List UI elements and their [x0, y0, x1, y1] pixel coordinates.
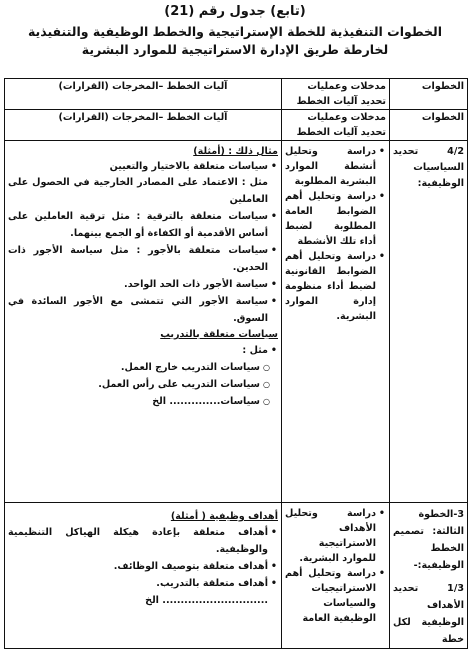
- list-item: • سياسات متعلقة بالاختيار والتعيين: [8, 159, 268, 174]
- table-title-line-2: لخارطة طريق الإدارة الاستراتيجية للموارد البشرية: [81, 42, 389, 57]
- inputs-list: [285, 506, 386, 626]
- step-cell: [390, 503, 468, 649]
- outputs-cell: [5, 503, 282, 649]
- list-item: ○ سياسات التدريب على رأس العمل.: [8, 376, 260, 393]
- list-item: • دراسة وتحليل أهم الاستراتيجيات والسياسات الوظيفية العامة: [285, 566, 376, 626]
- inputs-cell: [282, 503, 390, 649]
- training-list: [8, 342, 278, 359]
- goals-list: [8, 524, 278, 609]
- header-inputs: مدخلات وعمليات تحديد آليات الخطط: [282, 110, 390, 141]
- header-steps: الخطوات: [390, 79, 468, 110]
- list-item: • دراسة وتحليل أنشطة الموارد البشرية المطلوبة: [285, 144, 376, 189]
- strategy-table: [4, 78, 468, 649]
- step-cell: [390, 141, 468, 503]
- header-outputs: آليات الخطط –المخرجات (القرارات): [5, 79, 282, 110]
- list-item-detail: مثل : الاعتماد على المصادر الخارجية في الحصول على العاملين: [8, 177, 268, 205]
- list-item: • دراسة وتحليل أهم الضوابط القانونية لضبط أداء منظومة إدارة الموارد البشرية.: [285, 249, 376, 324]
- step-text: 4/2 تحديد السياسيات الوظيفية:: [393, 146, 464, 189]
- table-title-line-1: الخطوات التنفيذية للخطة الإستراتيجية والخطط الوظيفية والتنفيذية: [27, 24, 443, 39]
- header-steps: الخطوات: [390, 110, 468, 141]
- outputs-cell: [5, 141, 282, 503]
- header-inputs: مدخلات وعمليات تحديد آليات الخطط: [282, 79, 390, 110]
- list-item: • سياسة الأجور التي تتمشى مع الأجور السائدة في السوق.: [8, 293, 268, 327]
- table-header-row-1: [5, 79, 468, 110]
- inputs-cell: [282, 141, 390, 503]
- goals-title: أهداف وظيفية ( أمثلة): [170, 511, 278, 522]
- list-item: • سياسات متعلقة بالترقية : مثل ترقية العاملين على أساس الأقدمية أو الكفاءة أو الجمع بينهما.: [8, 208, 268, 242]
- list-item: • أهداف متعلقة بإعادة هيكلة الهياكل التنظيمية والوظيفية.: [8, 524, 268, 558]
- table-row: [5, 141, 468, 503]
- list-item: ............................. الخ: [145, 595, 268, 606]
- list-item: • أهداف متعلقة بتوصيف الوظائف.: [8, 558, 268, 575]
- list-item: ○ سياسات.............. الخ: [8, 393, 260, 410]
- header-outputs: آليات الخطط –المخرجات (القرارات): [5, 110, 282, 141]
- outputs-list: [8, 159, 278, 327]
- list-item: ○ سياسات التدريب خارج العمل.: [8, 359, 260, 376]
- table-row: [5, 503, 468, 649]
- step-text: 3-الخطوة الثالثة: تصميم الخطط الوظيفية:-: [393, 509, 464, 571]
- list-item: • مثل :: [8, 342, 268, 359]
- inputs-list: [285, 144, 386, 324]
- training-title: سياسات متعلقة بالتدريب: [160, 329, 278, 340]
- example-title: مثال ذلك : (أمثلة): [193, 146, 278, 157]
- list-item: • دراسة وتحليل أهم الضوابط العامة المطلوبة لضبط أداء تلك الأنشطة: [285, 189, 376, 249]
- list-item: • دراسة وتحليل الأهداف الاستراتيجية للموارد البشرية.: [285, 506, 376, 566]
- table-header-row-2: [5, 110, 468, 141]
- step-text: 1/3 تحديد الأهداف الوظيفية لكل خطة: [393, 583, 464, 645]
- table-subtitle: (تابع) جدول رقم (21): [164, 4, 306, 19]
- list-item: • سياسات متعلقة بالأجور : مثل سياسة الأجور ذات الحدين.: [8, 242, 268, 276]
- list-item: • سياسة الأجور ذات الحد الواحد.: [8, 276, 268, 293]
- training-sublist: [8, 359, 278, 410]
- list-item: • أهداف متعلقة بالتدريب.: [8, 575, 268, 592]
